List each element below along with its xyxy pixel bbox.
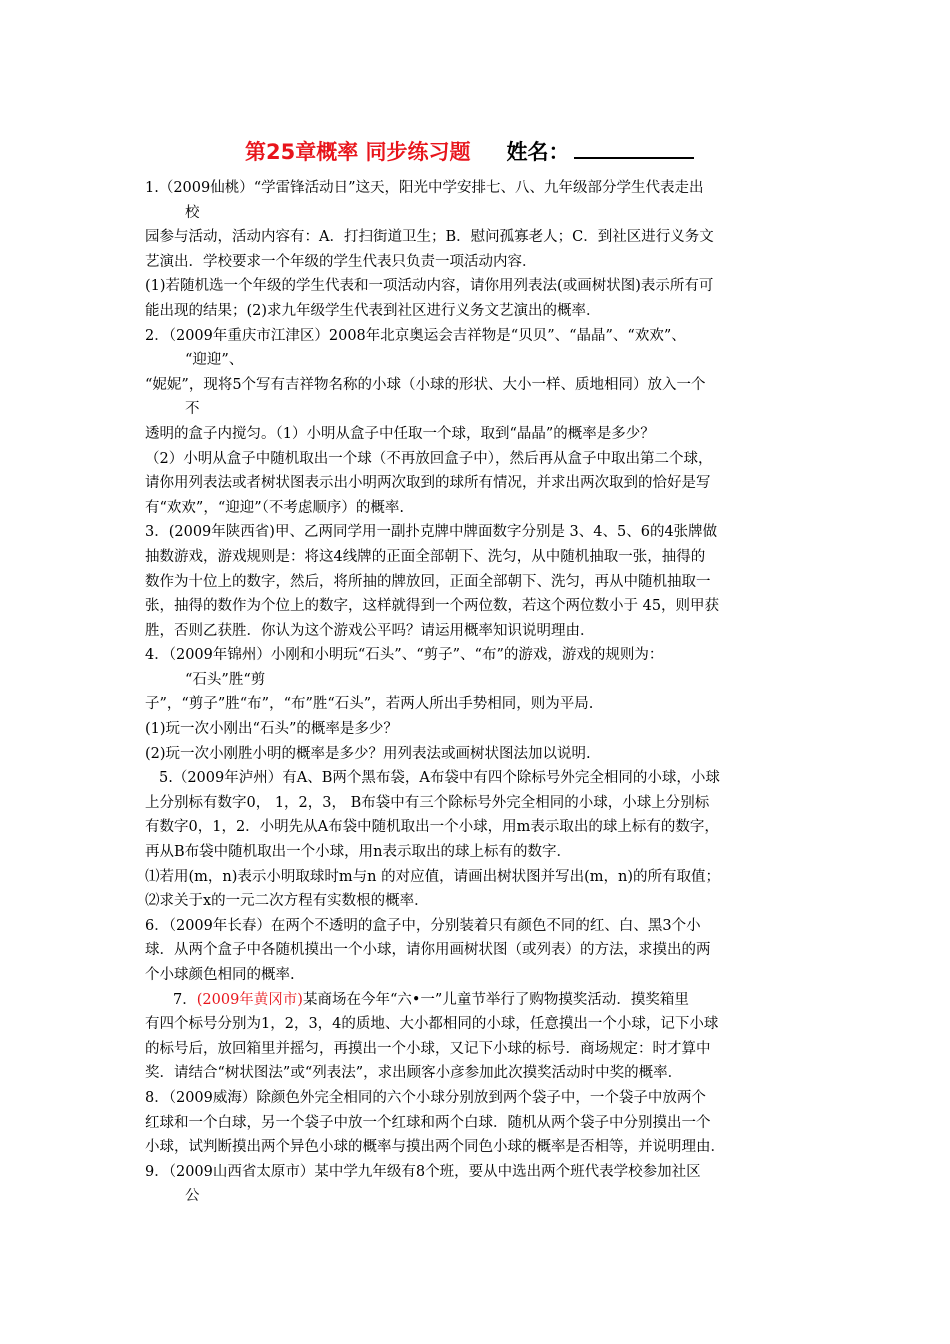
- text-line: ⑵求关于x的一元二次方程有实数根的概率．: [145, 893, 429, 910]
- text-line: 数作为十位上的数字，然后，将所抽的牌放回，正面全部朝下、洗匀，再从中随机抽取一: [145, 573, 711, 590]
- name-label: 姓名：: [506, 140, 570, 164]
- text-line: (2)玩一次小刚胜小明的概率是多少？用列表法或画树状图法加以说明.: [145, 745, 591, 762]
- text-line: 奖．请结合“树状图法”或“列表法”，求出顾客小彦参加此次摸奖活动时中奖的概率．: [145, 1065, 683, 1082]
- text-line: 公: [185, 1188, 200, 1205]
- text-line: “妮妮”，现将5个写有吉祥物名称的小球（小球的形状、大小一样、质地相同）放入一个: [145, 376, 706, 393]
- title-main: 第25章概率 同步练习题: [245, 140, 471, 164]
- text-line: 请你用列表法或者树状图表示出小明两次取到的球所有情况，并求出两次取到的恰好是写: [145, 475, 711, 492]
- text-line: “石头”胜“剪: [185, 671, 266, 688]
- text-line: 个小球颜色相同的概率.: [145, 967, 295, 983]
- text-line: (1)玩一次小刚出“石头”的概率是多少？: [145, 721, 398, 738]
- text-line: (1)若随机选一个年级的学生代表和一项活动内容，请你用列表法(或画树状图)表示所有可: [145, 278, 714, 295]
- text-line: 再从B布袋中随机取出一个小球，用n表示取出的球上标有的数字．: [145, 844, 571, 861]
- question-number: 7．: [173, 991, 197, 1008]
- text-line: 红球和一个白球，另一个袋子中放一个红球和两个白球．随机从两个袋子中分别摸出一个: [145, 1114, 711, 1131]
- text-line: 艺演出．学校要求一个年级的学生代表只负责一项活动内容．: [145, 253, 537, 270]
- text-line: 球．从两个盒子中各随机摸出一个小球，请你用画树状图（或列表）的方法，求摸出的两: [145, 942, 711, 959]
- page-title: [245, 136, 694, 166]
- text-line: 胜，否则乙获胜．你认为这个游戏公平吗？请运用概率知识说明理由．: [145, 622, 595, 639]
- text-line: 1.（2009仙桃）“学雷锋活动日”这天，阳光中学安排七、八、九年级部分学生代表走出: [145, 180, 704, 196]
- text-line: “迎迎”、: [185, 352, 244, 369]
- text-line: 有四个标号分别为1，2，3，4的质地、大小都相同的小球，任意摸出一个小球，记下小球: [145, 1016, 719, 1033]
- text-line: 张，抽得的数作为个位上的数字，这样就得到一个两位数，若这个两位数小于 45，则甲获: [145, 598, 720, 615]
- text-line: 的标号后，放回箱里并摇匀，再摸出一个小球，又记下小球的标号．商场规定：时才算中: [145, 1040, 711, 1057]
- text-line: 9．（2009山西省太原市）某中学九年级有8个班，要从中选出两个班代表学校参加社区: [145, 1163, 701, 1180]
- text-line: 有“欢欢”，“迎迎”（不考虑顺序）的概率.: [145, 499, 405, 516]
- name-blank-line: [574, 139, 694, 159]
- text-line: 子”，“剪子”胜“布”，“布”胜“石头”，若两人所出手势相同，则为平局.: [145, 696, 594, 713]
- text-line: 能出现的结果；(2)求九年级学生代表到社区进行义务文艺演出的概率．: [145, 302, 601, 319]
- text-line: 不: [185, 401, 200, 418]
- text-line: 透明的盒子内搅匀。（1）小明从盒子中任取一个球，取到“晶晶”的概率是多少？: [145, 425, 655, 442]
- text-line: （2）小明从盒子中随机取出一个球（不再放回盒子中），然后再从盒子中取出第二个球，: [145, 450, 713, 467]
- text-line: 6．（2009年长春）在两个不透明的盒子中，分别装着只有颜色不同的红、白、黑3个小: [145, 917, 701, 934]
- text-line: 抽数游戏，游戏规则是：将这4线牌的正面全部朝下、洗匀，从中随机抽取一张，抽得的: [145, 548, 706, 565]
- text-line: 8．（2009威海）除颜色外完全相同的六个小球分别放到两个袋子中，一个袋子中放两个: [145, 1089, 706, 1106]
- text-line: 校: [185, 204, 200, 221]
- question-text: 某商场在今年“六•一”儿童节举行了购物摸奖活动．摸奖箱里: [302, 991, 689, 1008]
- text-line: ⑴若用(m，n)表示小明取球时m与n 的对应值，请画出树状图并写出(m，n)的所有取值；: [145, 868, 720, 885]
- text-line: 小球，试判断摸出两个异色小球的概率与摸出两个同色小球的概率是否相等，并说明理由．: [145, 1139, 725, 1156]
- text-line: 园参与活动，活动内容有：A．打扫街道卫生；B．慰问孤寡老人；C．到社区进行义务文: [145, 229, 714, 246]
- exercise-body: [145, 176, 810, 1209]
- source-highlight: (2009年黄冈市): [196, 991, 303, 1008]
- text-line: 上分别标有数字0， 1，2，3， B布袋中有三个除标号外完全相同的小球，小球上分别标: [145, 794, 710, 811]
- text-line: 有数字0，1，2．小明先从A布袋中随机取出一个小球，用m表示取出的球上标有的数字，: [145, 819, 719, 836]
- text-line: 5.（2009年泸州）有A、B两个黑布袋，A布袋中有四个除标号外完全相同的小球，小球: [159, 770, 720, 787]
- text-line: 3．(2009年陕西省)甲、乙两同学用一副扑克牌中牌面数字分别是 3、4、5、6的4张牌做: [145, 524, 718, 541]
- text-line: 2．（2009年重庆市江津区）2008年北京奥运会吉祥物是“贝贝”、“晶晶”、“欢欢”、: [145, 327, 686, 344]
- text-line: [145, 988, 810, 1013]
- text-line: 4．（2009年锦州）小刚和小明玩“石头”、“剪子”、“布”的游戏，游戏的规则为：: [145, 647, 664, 664]
